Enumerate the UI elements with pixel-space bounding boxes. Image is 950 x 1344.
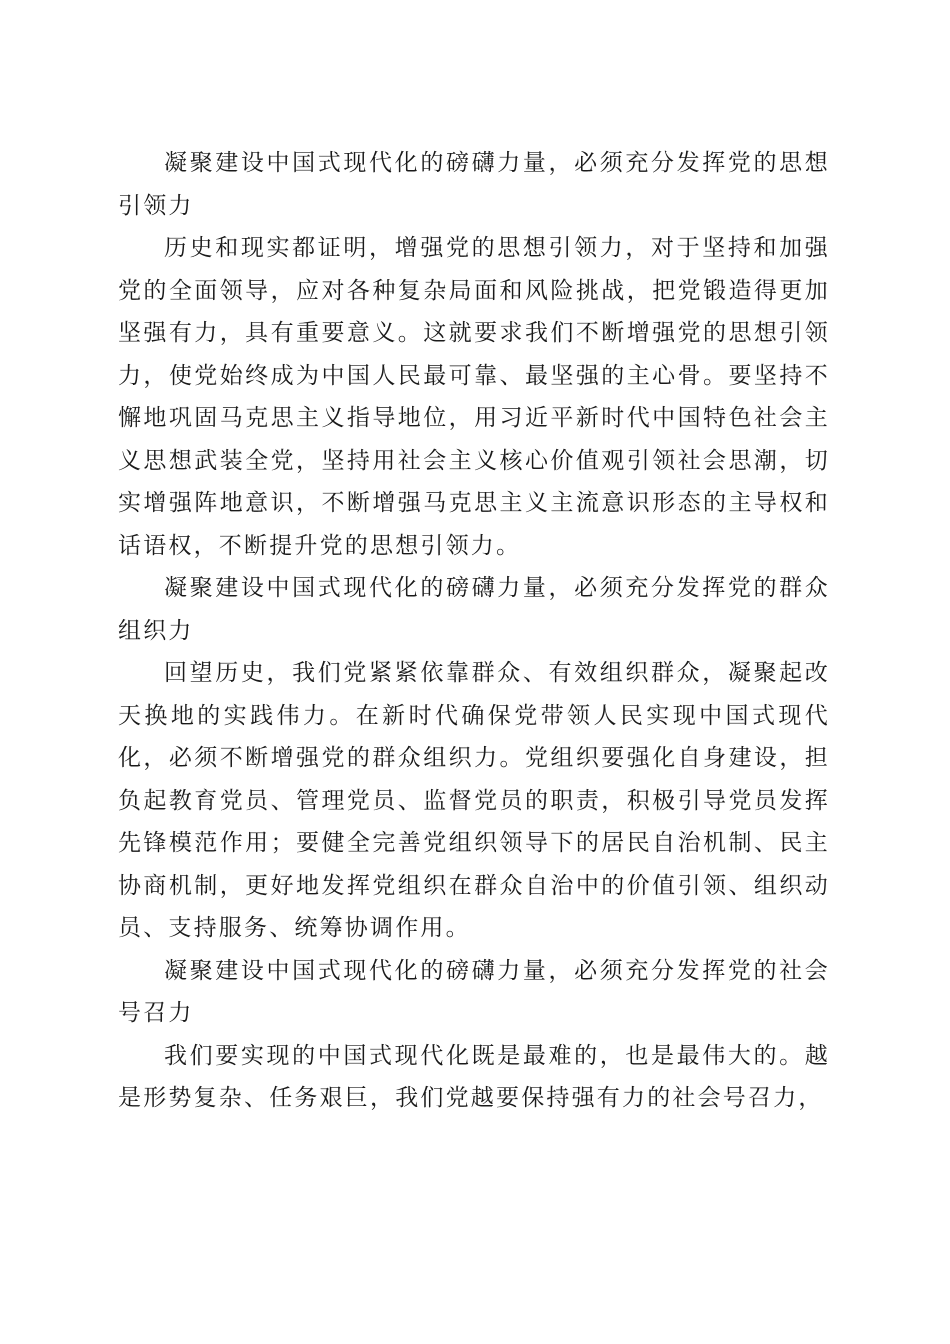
paragraph-mass-organization: 回望历史，我们党紧紧依靠群众、有效组织群众，凝聚起改天换地的实践伟力。在新时代确保党带领人民实现中国式现代化，必须不断增强党的群众组织力。党组织要强化自身建设，担负起教育党员、管理党员、监督党员的职责，积极引导党员发挥先锋模范作用；要健全完善党组织领导下的居民自治机制、民主协商机制，更好地发挥党组织在群众自治中的价值引领、组织动员、支持服务、统筹协调作用。 <box>118 660 830 941</box>
document-body <box>118 142 830 1120</box>
paragraph-social-appeal: 我们要实现的中国式现代化既是最难的，也是最伟大的。越是形势复杂、任务艰巨，我们党越要保持强有力的社会号召力， <box>118 1042 830 1111</box>
section-heading-mass-organization: 凝聚建设中国式现代化的磅礴力量，必须充分发挥党的群众组织力 <box>118 575 830 644</box>
paragraph-ideological-leadership: 历史和现实都证明，增强党的思想引领力，对于坚持和加强党的全面领导，应对各种复杂局面和风险挑战，把党锻造得更加坚强有力，具有重要意义。这就要求我们不断增强党的思想引领力，使党始终成为中国人民最可靠、最坚强的主心骨。要坚持不懈地巩固马克思主义指导地位，用习近平新时代中国特色社会主义思想武装全党，坚持用社会主义核心价值观引领社会思潮，切实增强阵地意识，不断增强马克思主义主流意识形态的主导权和话语权，不断提升党的思想引领力。 <box>118 235 830 559</box>
section-heading-social-appeal: 凝聚建设中国式现代化的磅礴力量，必须充分发挥党的社会号召力 <box>118 957 830 1026</box>
section-heading-ideological-leadership: 凝聚建设中国式现代化的磅礴力量，必须充分发挥党的思想引领力 <box>118 150 830 219</box>
